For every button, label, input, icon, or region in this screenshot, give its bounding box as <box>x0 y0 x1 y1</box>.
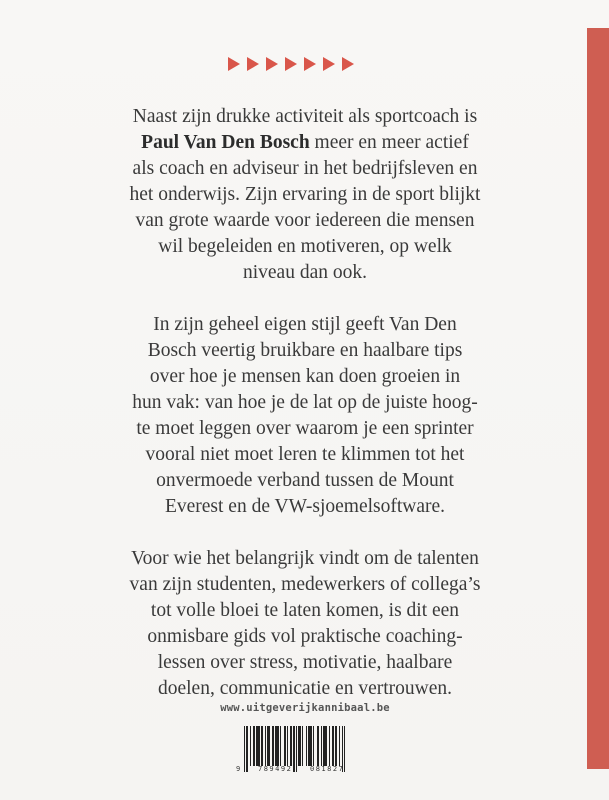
barcode-digits-left: 789492 <box>258 765 293 773</box>
blurb-line: Bosch veertig bruikbare en haalbare tips <box>147 340 463 361</box>
blurb-line: Everest en de VW-sjoemelsoftware. <box>164 496 446 517</box>
author-name: Paul Van Den Bosch <box>141 132 310 153</box>
blurb-line-rest: meer en meer actief <box>309 132 469 153</box>
blurb-line: hun vak: van hoe je de lat op de juiste hoog- <box>132 392 478 413</box>
triangle-right-icon <box>304 57 316 71</box>
blurb-line: het onderwijs. Zijn ervaring in de sport blijkt <box>129 184 481 205</box>
blurb-line: lessen over stress, motivatie, haalbare <box>157 652 453 673</box>
blurb-line: Voor wie het belangrijk vindt om de talenten <box>131 548 479 569</box>
blurb-line: In zijn geheel eigen stijl geeft Van Den <box>153 314 457 335</box>
blurb-line: tot volle bloei te laten komen, is dit een <box>150 600 460 621</box>
blurb-line: over hoe je mensen kan doen groeien in <box>149 366 461 387</box>
triangle-right-icon <box>285 57 297 71</box>
blurb-text <box>100 104 510 728</box>
blurb-line: Naast zijn drukke activiteit als sportcoach is <box>132 106 478 127</box>
triangle-right-icon <box>323 57 335 71</box>
triangle-right-icon <box>228 57 240 71</box>
red-spine-stripe <box>587 28 609 769</box>
blurb-line: onvermoede verband tussen de Mount <box>156 470 454 491</box>
barcode-digit-first: 9 <box>236 765 242 773</box>
blurb-line: van grote waarde voor iedereen die mensen <box>135 210 475 231</box>
triangle-right-icon <box>247 57 259 71</box>
blurb-line: wil begeleiden en motiveren, op welk <box>158 236 452 257</box>
triangle-ornament <box>228 57 354 72</box>
barcode-digits-right: 081827 <box>310 765 345 773</box>
blurb-line: niveau dan ook. <box>242 262 367 283</box>
blurb-paragraph-1 <box>100 104 510 286</box>
blurb-line: van zijn studenten, medewerkers of collega’s <box>129 574 481 595</box>
blurb-paragraph-3 <box>100 546 510 702</box>
triangle-right-icon <box>266 57 278 71</box>
publisher-website: www.uitgeverijkannibaal.be <box>220 702 390 714</box>
blurb-line: onmisbare gids vol praktische coaching- <box>147 626 463 647</box>
blurb-line: te moet leggen over waarom je een sprinter <box>136 418 474 439</box>
blurb-paragraph-2 <box>100 312 510 520</box>
blurb-line: doelen, communicatie en vertrouwen. <box>157 678 452 699</box>
isbn-barcode <box>236 724 368 786</box>
triangle-right-icon <box>342 57 354 71</box>
blurb-line <box>100 130 510 156</box>
blurb-line: vooral niet moet leren te klimmen tot het <box>145 444 465 465</box>
blurb-line: als coach en adviseur in het bedrijfsleven en <box>132 158 478 179</box>
